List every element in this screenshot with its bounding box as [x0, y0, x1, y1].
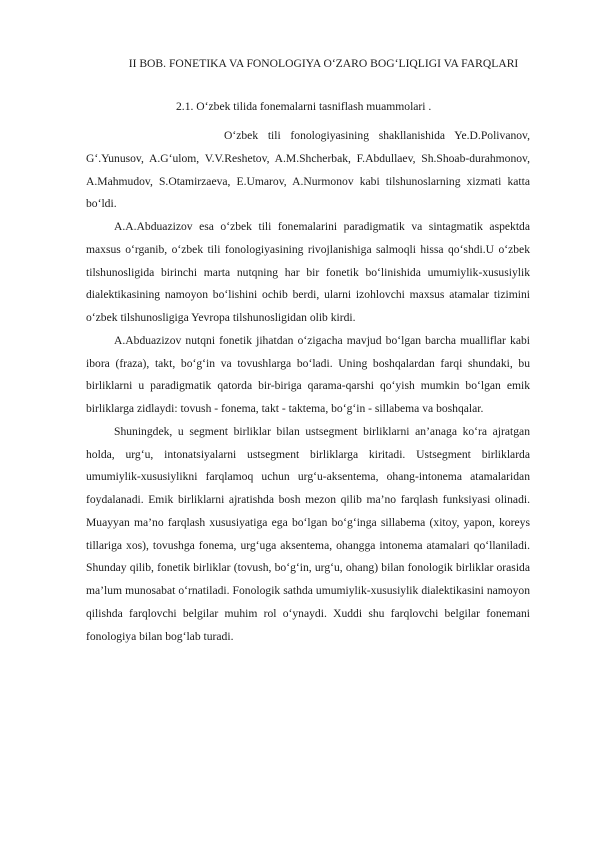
paragraph-4: Shuningdek, u segment birliklar bilan ustsegment birliklarni an’anaga ko‘ra ajratgan holda, urg‘u, intonatsiyalarni ustsegment birliklarga kiritadi. Ustsegment birliklarda umumiylik-xususiylikni farqlamoq uchun urg‘u-aksentema, ohang-intonema atamalaridan foydalanadi. Emik birliklarni ajratishda bosh mezon qilib ma’no farqlash funksiyasi olinadi. Muayyan ma’no farqlash xususiyatiga ega bo‘lgan bo‘g‘inga sillabema (xitoy, yapon, koreys tillariga xos), tovushga fonema, urg‘uga aksentema, ohangga intonema atamalari qo‘llaniladi. Shunday qilib, fonetik birliklar (tovush, bo‘g‘in, urg‘u, ohang) bilan fonologik birliklar orasida ma’lum munosabat o‘rnatiladi. Fonologik sathda umumiylik-xususiylik dialektikasini namoyon qilishda farqlovchi belgilar muhim rol o‘ynaydi. Xuddi shu farqlovchi belgilar fonemani fonologiya bilan bog‘lab turadi. — [86, 424, 530, 643]
paragraph-1: O‘zbek tili fonologiyasining shakllanishida Ye.D.Polivanov, G‘.Yunusov, A.G‘ulom, V.V.Reshetov, A.M.Shcherbak, F.Abdullaev, Sh.Shoab-durahmonov, A.Mahmudov, S.Otamirzaeva, E.Umarov, A.Nurmonov kabi tilshunoslarning xizmati katta bo‘ldi. — [86, 129, 530, 211]
section-title: 2.1. O‘zbek tilida fonemalarni tasniflash muammolari . — [176, 100, 432, 113]
paragraph-2: A.A.Abduazizov esa o‘zbek tili fonemalarini paradigmatik va sintagmatik aspektda maxsus o‘rganib, o‘zbek tili fonologiyasining rivojlanishiga salmoqli hissa qo‘shdi.U o‘zbek tilshunosligida birinchi marta nutqning har bir fonetik bo‘linishida umumiylik-xususiylik dialektikasining namoyon bo‘lishini ochib berdi, ularni izohlovchi maxsus atamalar tizimini o‘zbek tilshunosligiga Yevropa tilshunosligidan olib kirdi. — [86, 220, 530, 324]
body-text — [86, 125, 530, 648]
chapter-title: II BOB. FONETIKA VA FONOLOGIYA O‘ZARO BOG‘LIQLIGI VA FARQLARI — [128, 57, 519, 70]
paragraph-3: A.Abduazizov nutqni fonetik jihatdan o‘zigacha mavjud bo‘lgan barcha mualliflar kabi ibora (fraza), takt, bo‘g‘in va tovushlarga bo‘ladi. Uning boshqalardan farqi shundaki, bu birliklarni u paradigmatik qatorda bir-biriga qarama-qarshi qo‘yish mumkin bo‘lgan emik birliklarga zidlaydi: tovush - fonema, takt - taktema, bo‘g‘in - sillabema va boshqalar. — [86, 333, 530, 415]
